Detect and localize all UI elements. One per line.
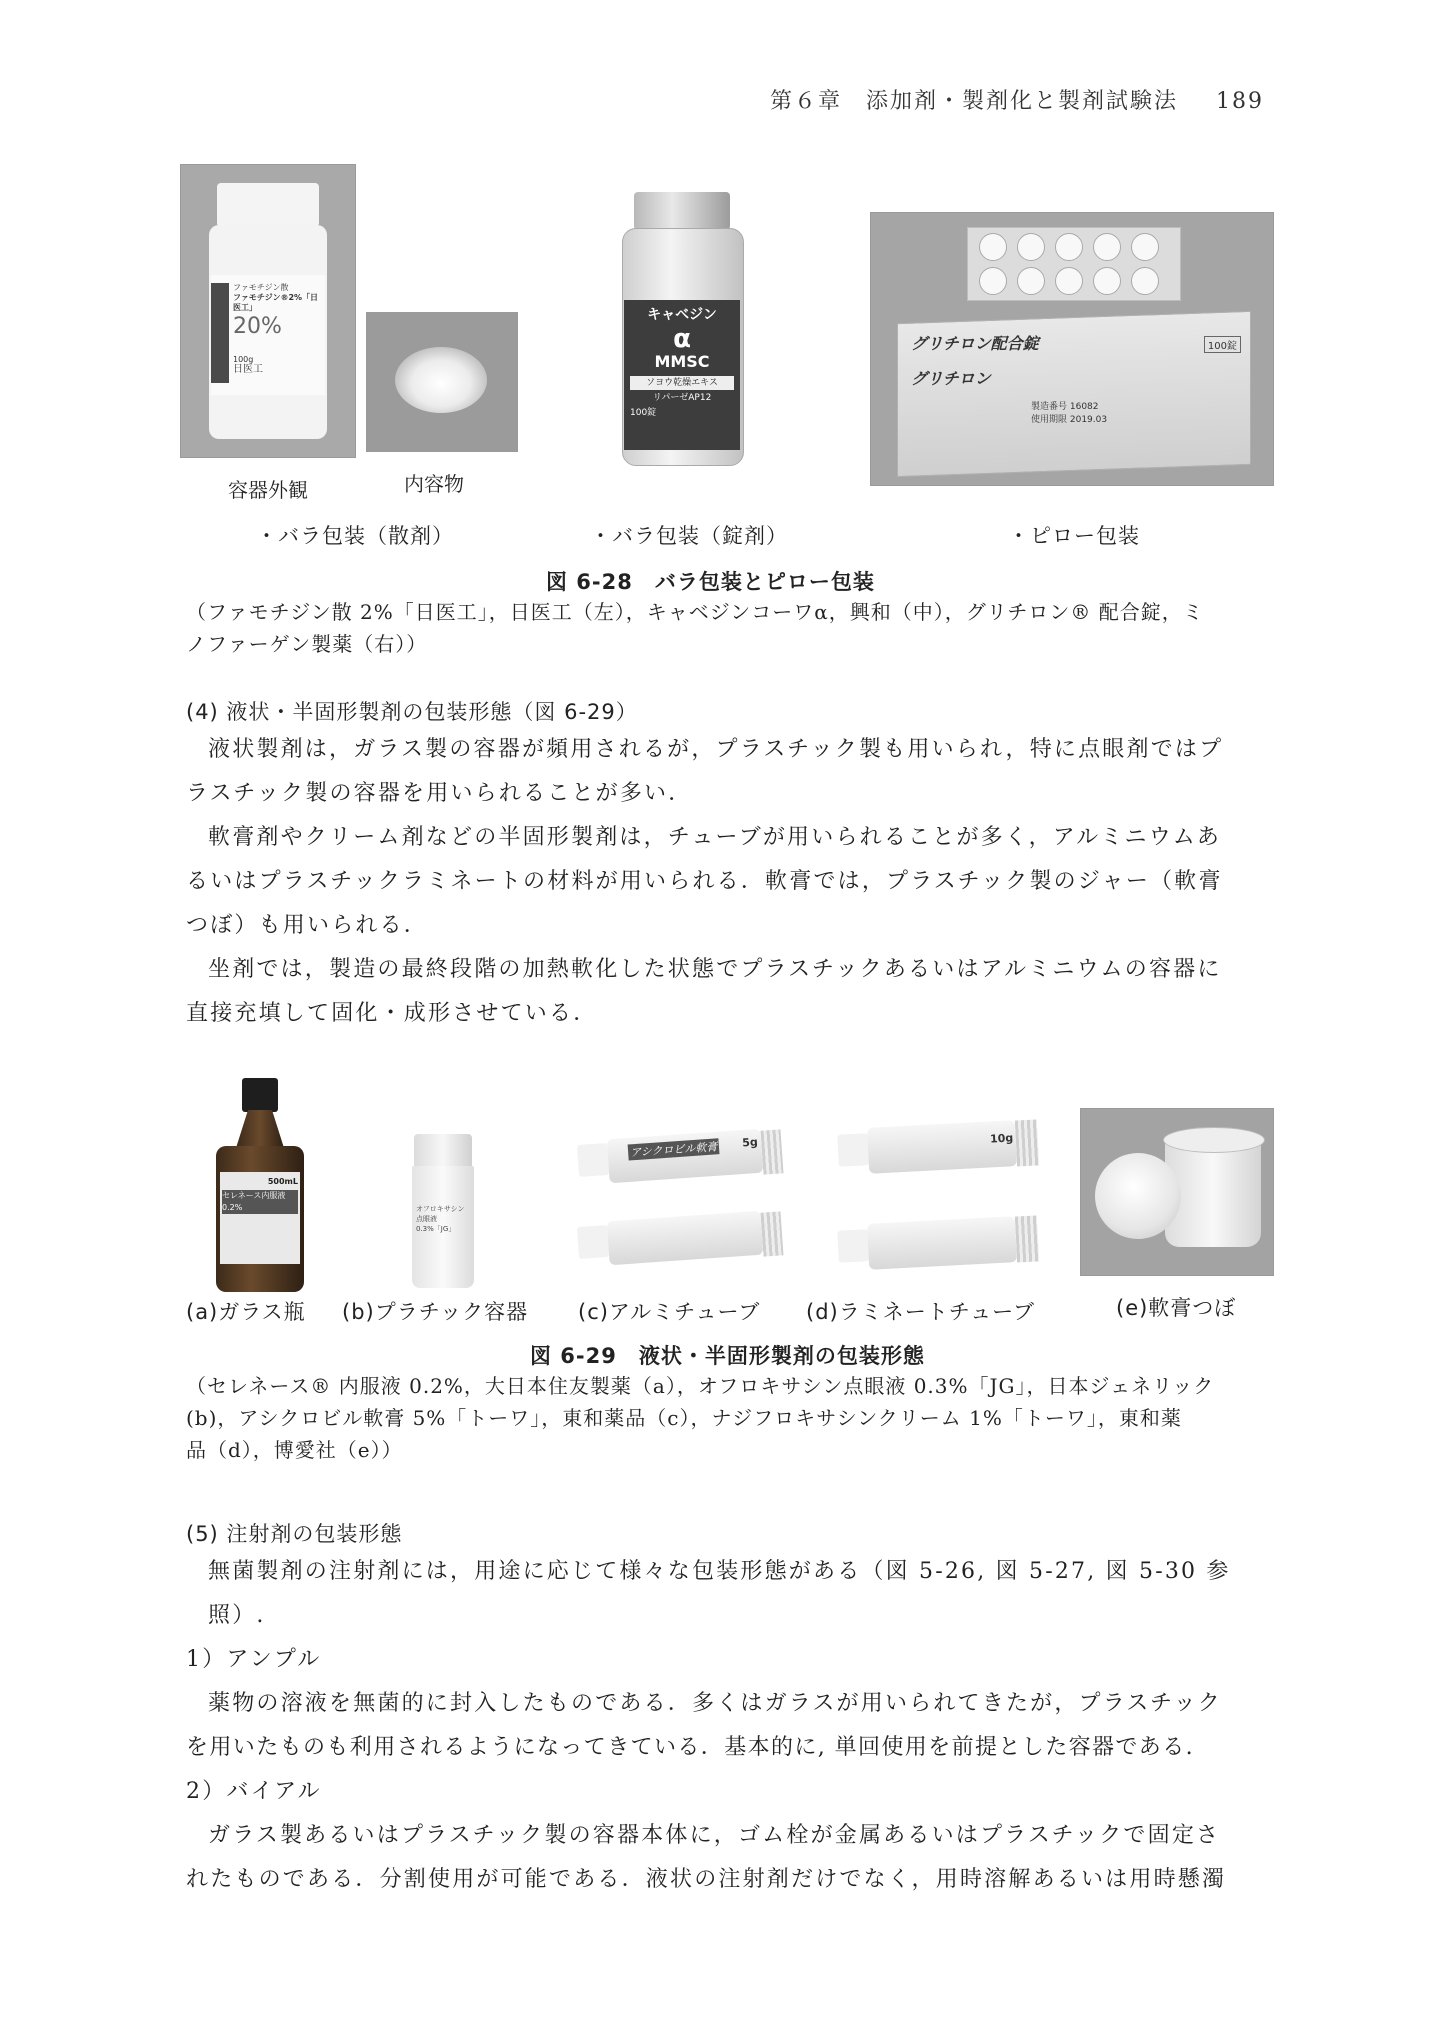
plastic-container-label: オフロキサシン点眼液 0.3%「JG」: [416, 1205, 465, 1233]
label-pillow: ・ピロー包装: [1008, 524, 1140, 548]
caption-a-glass-bottle: (a)ガラス瓶: [186, 1300, 306, 1324]
figure-credit-6-29: （セレネース® 内服液 0.2%，大日本住友製薬（a），オフロキサシン点眼液 0.3%「JG」，日本ジェネリック (b)，アシクロビル軟膏 5%「トーワ」，東和薬品（c），ナジフロキサシンクリーム 1%「トーワ」，東和薬 品（d），博愛社（e））: [186, 1374, 1215, 1462]
label-bulk-powder: ・バラ包装（散剤）: [256, 524, 454, 548]
photo-laminate-tubes: [836, 1120, 1042, 1284]
tablet-bottle-label: キャベジン α MMSC ソヨウ乾燥エキス リパーゼAP12 100錠: [626, 304, 738, 420]
photo-glass-bottle: [214, 1078, 306, 1292]
photo-aluminium-tubes: [578, 1130, 784, 1280]
caption-d-laminate-tube: (d)ラミネートチューブ: [806, 1300, 1036, 1324]
label-bulk-tablet: ・バラ包装（錠剤）: [590, 524, 788, 548]
photo-tablet-bottle: [620, 192, 744, 464]
tube-label-top: アシクロビル軟膏 5g: [628, 1135, 759, 1160]
subheading-ampoule: 1）アンプル: [186, 1647, 322, 1672]
photo-powder-bottle: [180, 164, 356, 458]
caption-e-ointment-jar: (e)軟膏つぼ: [1116, 1296, 1237, 1320]
page-number: 189: [1216, 89, 1264, 114]
caption-b-plastic-container: (b)プラチック容器: [342, 1300, 529, 1324]
caption-contents: 内容物: [404, 472, 464, 496]
photo-pillow-package: [870, 212, 1274, 486]
figure-title-6-29: 図 6-29 液状・半固形製剤の包装形態: [530, 1344, 925, 1368]
section-4-body: 液状製剤は，ガラス製の容器が頻用されるが，プラスチック製も用いられ，特に点眼剤ではプ ラスチック製の容器を用いられることが多い． 軟膏剤やクリーム剤などの半固形製剤は，チューブが用いられることが多く，アルミニウムあ るいはプラスチックラミネートの材料が用いられる．軟膏では，プラスチック製のジャー（軟膏 つぼ）も用いられる． 坐剤では，製造の最終段階の加熱軟化した状態でプラスチックあるいはアルミニウムの容器に 直接充填して固化・成形させている．: [186, 737, 1224, 1026]
caption-c-aluminium-tube: (c)アルミチューブ: [578, 1300, 761, 1324]
section-heading-4: (4) 液状・半固形製剤の包装形態（図 6-29）: [186, 700, 638, 724]
laminate-tube-label: 10g: [989, 1131, 1014, 1146]
pillow-label-text: グリチロン配合錠 100錠 グリチロン 製造番号 16082 使用期限 2019.03: [911, 331, 1241, 425]
photo-ointment-jar: [1080, 1108, 1274, 1276]
section-5-body: 無菌製剤の注射剤には，用途に応じて様々な包装形態がある（図 5-26, 図 5-27, 図 5-30 参照）. 1）アンプル 薬物の溶液を無菌的に封入したものである．多くはガラスが用いられてきたが，プラスチック を用いたものも利用されるようになってきている．基本的に, 単回使用を前提とした容器である. 2）バイアル ガラス製あるいはプラスチック製の容器本体に，ゴム栓が金属あるいはプラスチックで固定さ れたものである．分割使用が可能である．液状の注射剤だけでなく，用時溶解あるいは用時懸濁: [186, 1550, 1286, 1902]
section-heading-5: (5) 注射剤の包装形態: [186, 1522, 403, 1546]
caption-container-appearance: 容器外観: [228, 478, 308, 502]
figure-credit-6-28: （ファモチジン散 2%「日医工」，日医工（左），キャベジンコーワα，興和（中），グリチロン® 配合錠，ミ ノファーゲン製薬（右））: [186, 600, 1204, 656]
subheading-vial: 2）バイアル: [186, 1779, 322, 1804]
glass-bottle-label: 500mL セレネース内服液0.2%: [222, 1177, 298, 1212]
photo-powder-contents: [366, 312, 518, 452]
figure-title-6-28: 図 6-28 バラ包装とピロー包装: [546, 570, 875, 594]
powder-label-text: ファモチジン散 ファモチジン®2%「日医工」 20% 100g 日医工: [233, 283, 319, 375]
chapter-title: 第６章 添加剤・製剤化と製剤試験法: [769, 89, 1178, 114]
photo-plastic-container: [410, 1134, 476, 1288]
running-header: [770, 84, 1264, 115]
